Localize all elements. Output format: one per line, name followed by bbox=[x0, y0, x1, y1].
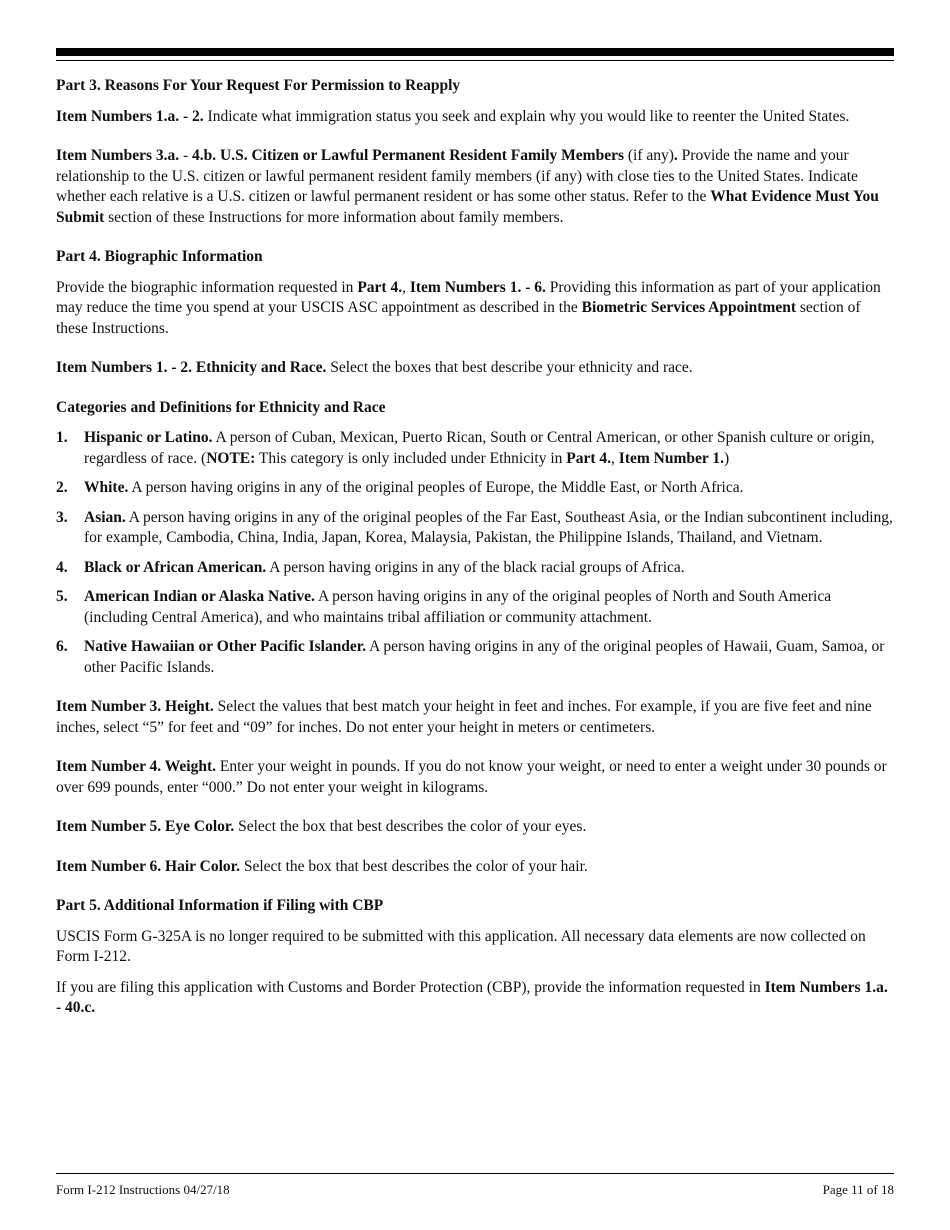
weight-paragraph: Item Number 4. Weight. Enter your weight in pounds. If you do not know your weight, or need to enter a weight under 30 pounds or over 699 pounds, enter “000.” Do not enter your weight in kilograms. bbox=[56, 758, 887, 796]
list-item: 6. Native Hawaiian or Other Pacific Islander. A person having origins in any of the original peoples of Hawaii, Guam, Samoa, or other Pacific Islands. bbox=[56, 638, 885, 676]
categories-list bbox=[56, 428, 894, 678]
categories-heading: Categories and Definitions for Ethnicity and Race bbox=[56, 398, 386, 416]
footer-form-info: Form I-212 Instructions 04/27/18 bbox=[56, 1182, 230, 1197]
list-item: 5. American Indian or Alaska Native. A person having origins in any of the original peoples of North and South America (including Central America), and who maintains tribal affiliation or community attachment. bbox=[56, 588, 832, 626]
part4-heading: Part 4. Biographic Information bbox=[56, 248, 263, 265]
part3-item1-paragraph: Item Numbers 1.a. - 2. Indicate what immigration status you seek and explain why you would like to reenter the United States. bbox=[56, 107, 850, 125]
footer-rule bbox=[56, 1173, 894, 1174]
part3-item3-paragraph: Item Numbers 3.a. - 4.b. U.S. Citizen or Lawful Permanent Resident Family Members (if any). Provide the name and your relationship to the U.S. citizen or lawful permanent resident family members (if any) with close ties to the United States. Indicate whether each relative is a U.S. citizen or lawful permanent resident or has some other status. Refer to the What Evidence Must You Submit section of these Instructions for more information about family members. bbox=[56, 147, 879, 226]
part5-heading: Part 5. Additional Information if Filing with CBP bbox=[56, 897, 384, 914]
footer-page-number: Page 11 of 18 bbox=[822, 1182, 894, 1197]
list-item: 3. Asian. A person having origins in any of the original peoples of the Far East, Southeast Asia, or the Indian subcontinent including, for example, Cambodia, China, India, Japan, Korea, Malaysia, Pakistan, the Philippine Islands, Thailand, and Vietnam. bbox=[56, 508, 893, 546]
part5-para2: If you are filing this application with Customs and Border Protection (CBP), provide the information requested in Item Numbers 1.a. - 40.c. bbox=[56, 978, 888, 1016]
list-item: 1. Hispanic or Latino. A person of Cuban, Mexican, Puerto Rican, South or Central American, or other Spanish culture or origin, regardless of race. (NOTE: This category is only included under Ethnicity in Part 4., Item Number 1.) bbox=[56, 429, 875, 467]
document-page bbox=[56, 0, 894, 1230]
page-content bbox=[56, 76, 894, 1019]
list-item: 4. Black or African American. A person having origins in any of the black racial groups of Africa. bbox=[56, 558, 685, 576]
part5-para1: USCIS Form G-325A is no longer required to be submitted with this application. All necessary data elements are now collected on Form I-212. bbox=[56, 927, 866, 965]
ethnicity-race-paragraph: Item Numbers 1. - 2. Ethnicity and Race. Select the boxes that best describe your ethnicity and race. bbox=[56, 359, 693, 376]
hair-color-paragraph: Item Number 6. Hair Color. Select the box that best describes the color of your hair. bbox=[56, 857, 588, 875]
height-paragraph: Item Number 3. Height. Select the values that best match your height in feet and inches. For example, if you are five feet and nine inches, select “5” for feet and “09” for inches. Do not enter your height in meters or centimeters. bbox=[56, 698, 872, 736]
part3-heading: Part 3. Reasons For Your Request For Permission to Reapply bbox=[56, 77, 461, 94]
eye-color-paragraph: Item Number 5. Eye Color. Select the box that best describes the color of your eyes. bbox=[56, 818, 587, 835]
header-thin-rule bbox=[56, 60, 894, 61]
header-thick-rule bbox=[56, 48, 894, 56]
list-item: 2. White. A person having origins in any of the original peoples of Europe, the Middle East, or North Africa. bbox=[56, 479, 744, 496]
part4-intro-paragraph: Provide the biographic information requested in Part 4., Item Numbers 1. - 6. Providing this information as part of your application may reduce the time you spend at your USCIS ASC appointment as described in the Biometric Services Appointment section of these Instructions. bbox=[56, 278, 881, 337]
